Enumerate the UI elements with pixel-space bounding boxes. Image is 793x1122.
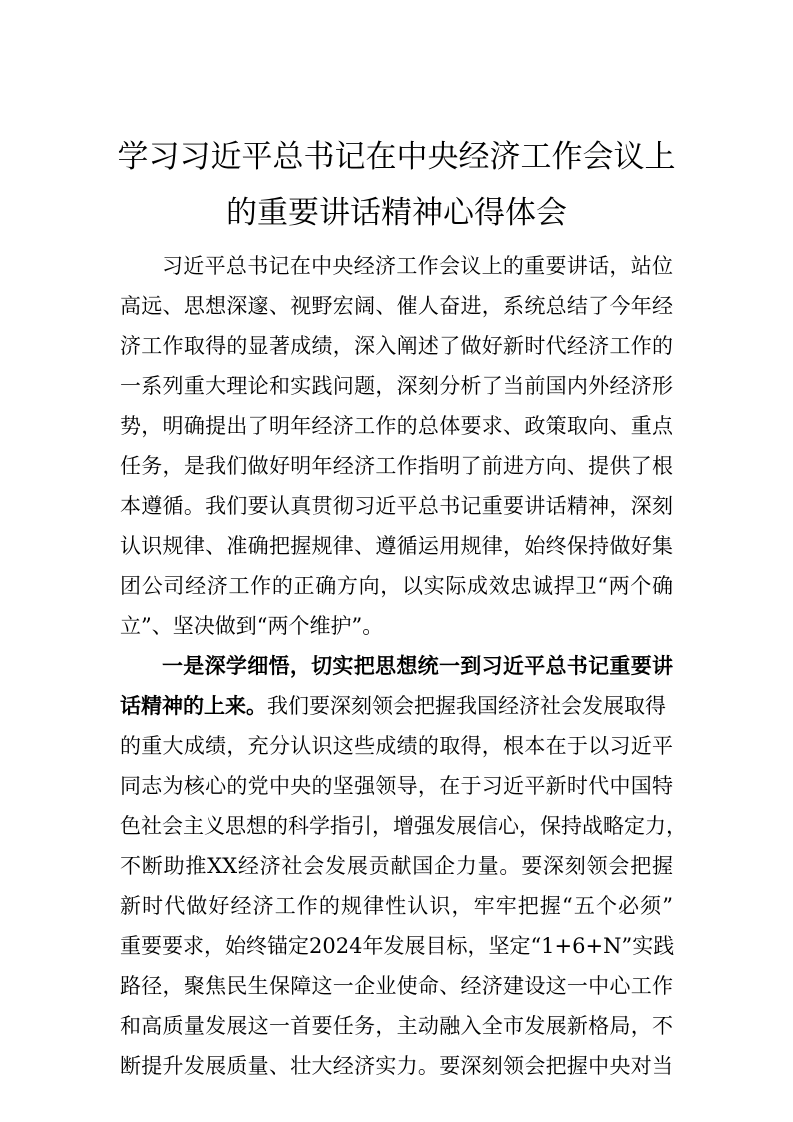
paragraph-1-line-10: 立”、坚决做到“两个维护”。 xyxy=(120,614,384,638)
paragraph-2-line-3: 的重大成绩，充分认识这些成绩的取得，根本在于以习近平 xyxy=(120,734,673,758)
paragraph-2-line-10: 和高质量发展这一首要任务，主动融入全市发展新格局，不 xyxy=(120,1014,673,1038)
paragraph-2-heading-end: 话精神的上来。 xyxy=(120,694,267,718)
paragraph-1-line-2: 高远、思想深邃、视野宏阔、催人奋进，系统总结了今年经 xyxy=(120,294,673,318)
paragraph-1-line-9: 团公司经济工作的正确方向，以实际成效忠诚捍卫“两个确 xyxy=(120,574,673,598)
paragraph-2-line-9: 路径，聚焦民生保障这一企业使命、经济建设这一中心工作 xyxy=(120,974,673,998)
paragraph-1-line-7: 本遵循。我们要认真贯彻习近平总书记重要讲话精神，深刻 xyxy=(120,494,673,518)
paragraph-2-line-2 xyxy=(120,692,673,720)
paragraph-2-line-4: 同志为核心的党中央的坚强领导，在于习近平新时代中国特 xyxy=(120,774,673,798)
paragraph-2-line-7: 新时代做好经济工作的规律性认识，牢牢把握“五个必须” xyxy=(120,894,673,918)
paragraph-1-line-5: 势，明确提出了明年经济工作的总体要求、政策取向、重点 xyxy=(120,414,673,438)
paragraph-2-text-start: 我们要深刻领会把握我国经济社会发展取得 xyxy=(267,694,666,718)
paragraph-1-line-4: 一系列重大理论和实践问题，深刻分析了当前国内外经济形 xyxy=(120,374,673,398)
paragraph-1-line-1: 习近平总书记在中央经济工作会议上的重要讲话，站位 xyxy=(162,254,673,278)
document-title-line-2: 的重要讲话精神心得体会 xyxy=(226,195,567,231)
paragraph-2-heading-line-1: 一是深学细悟，切实把思想统一到习近平总书记重要讲 xyxy=(162,654,673,678)
paragraph-1-line-3: 济工作取得的显著成绩，深入阐述了做好新时代经济工作的 xyxy=(120,334,673,358)
paragraph-2-line-5: 色社会主义思想的科学指引，增强发展信心，保持战略定力， xyxy=(120,814,687,838)
paragraph-1-line-6: 任务，是我们做好明年经济工作指明了前进方向、提供了根 xyxy=(120,454,673,478)
paragraph-2-line-8: 重要要求，始终锚定2024年发展目标，坚定“1+6+N”实践 xyxy=(120,934,675,958)
paragraph-2-line-6: 不断助推XX经济社会发展贡献国企力量。要深刻领会把握 xyxy=(120,854,673,878)
paragraph-1-line-8: 认识规律、准确把握规律、遵循运用规律，始终保持做好集 xyxy=(120,534,673,558)
document-title-line-1: 学习习近平总书记在中央经济工作会议上 xyxy=(117,139,676,175)
paragraph-2-line-11: 断提升发展质量、壮大经济实力。要深刻领会把握中央对当 xyxy=(120,1054,673,1078)
